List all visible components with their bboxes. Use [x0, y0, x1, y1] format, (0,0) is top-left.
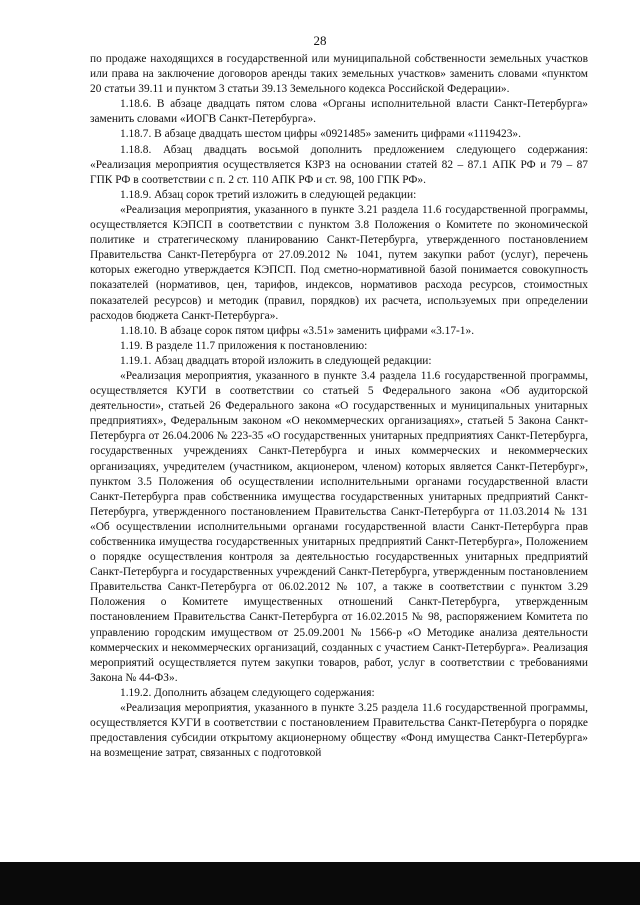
paragraph: по продаже находящихся в государственной или муниципальной собственности земельных участков или права на заключение договоров аренды таких земельных участков» заменить словами «пунктом 20 статьи 39.11 и пунктом 3 статьи 39.13 Земельного кодекса Российской Федерации». — [90, 53, 588, 96]
paragraph: 1.18.7. В абзаце двадцать шестом цифры «0921485» заменить цифрами «1119423». — [120, 128, 521, 141]
paragraph: «Реализация мероприятия, указанного в пункте 3.4 раздела 11.6 государственной программы, осуществляется КУГИ в соответствии со статьей 5 Федерального закона «Об аудиторской деятельности», статьей 26 Федерального закона «О государственных и муниципальных унитарных предприятиях», Федеральным законом «О некоммерческих организациях», статьей 5 Закона Санкт-Петербурга от 26.04.2006 № 223-35 «О государственных унитарных предприятиях Санкт-Петербурга, государственных учреждениях Санкт-Петербурга и иных коммерческих и некоммерческих организациях, учредителем (участником, акционером, членом) которых является Санкт-Петербург», пунктом 3.5 Положения об осуществлении исполнительными органами государственной власти Санкт-Петербурга прав собственника имущества государственных унитарных предприятий Санкт-Петербурга, утвержденного постановлением Правительства Санкт-Петербурга от 11.03.2014 № 131 «Об осуществлении исполнительными органами государственной власти Санкт-Петербурга прав собственника имущества государственных унитарных предприятий Санкт-Петербурга», Положением о порядке осуществления контроля за деятельностью государственных унитарных предприятий Санкт-Петербурга и государственных учреждений Санкт-Петербурга, утвержденным постановлением Правительства Санкт-Петербурга от 06.02.2012 № 107, а также в соответствии с пунктом 3.29 Положения о Комитете имущественных отношений Санкт-Петербурга, утвержденным постановлением Правительства Санкт-Петербурга от 16.02.2015 № 98, распоряжением Комитета по управлению городским имуществом от 25.09.2001 № 1566-р «О Методике анализа деятельности коммерческих и некоммерческих организаций, созданных с участием Санкт-Петербурга». Реализация мероприятий осуществляется путем закупки товаров, работ, услуг в соответствии с требованиями Закона № 44-ФЗ». — [90, 369, 588, 684]
paragraph: 1.18.9. Абзац сорок третий изложить в следующей редакции: — [120, 188, 417, 201]
paragraph: 1.19.1. Абзац двадцать второй изложить в следующей редакции: — [120, 354, 432, 367]
scan-border-bar — [0, 862, 640, 905]
paragraph: 1.18.8. Абзац двадцать восьмой дополнить предложением следующего содержания: «Реализация мероприятия осуществляется КЗРЗ на основании статей 82 – 87.1 АПК РФ и 79 – 87 ГПК РФ в соответствии с п. 2 ст. 110 АПК РФ и ст. 98, 100 ГПК РФ». — [90, 143, 588, 186]
document-body — [90, 52, 588, 761]
paragraph: 1.18.10. В абзаце сорок пятом цифры «3.51» заменить цифрами «3.17-1». — [120, 324, 475, 337]
paragraph: 1.18.6. В абзаце двадцать пятом слова «Органы исполнительной власти Санкт-Петербурга» заменить словами «ИОГВ Санкт-Петербурга». — [90, 98, 588, 126]
paragraph: «Реализация мероприятия, указанного в пункте 3.25 раздела 11.6 государственной программы, осуществляется КУГИ в соответствии с постановлением Правительства Санкт-Петербурга о порядке предоставления субсидии открытому акционерному обществу «Фонд имущества Санкт-Петербурга» на возмещение затрат, связанных с подготовкой — [90, 702, 588, 760]
paragraph: «Реализация мероприятия, указанного в пункте 3.21 раздела 11.6 государственной программы, осуществляется КЭПСП в соответствии с пунктом 3.8 Положения о Комитете по экономической политике и стратегическому планированию Санкт-Петербурга, утвержденного постановлением Правительства Санкт-Петербурга от 27.09.2012 № 1041, путем закупки работ (услуг), перечень которых ежегодно утверждается КЭПСП. Под сметно-нормативной базой понимается совокупность показателей (нормативов, цен, тарифов, индексов, нормативов расхода ресурсов, стоимостных показателей ресурсов) и методик (правил, порядков) их расчета, используемых при определении расходов бюджета Санкт-Петербурга». — [90, 203, 588, 322]
paragraph: 1.19. В разделе 11.7 приложения к постановлению: — [120, 339, 368, 352]
page-number: 28 — [313, 33, 327, 48]
paragraph: 1.19.2. Дополнить абзацем следующего содержания: — [120, 686, 375, 699]
